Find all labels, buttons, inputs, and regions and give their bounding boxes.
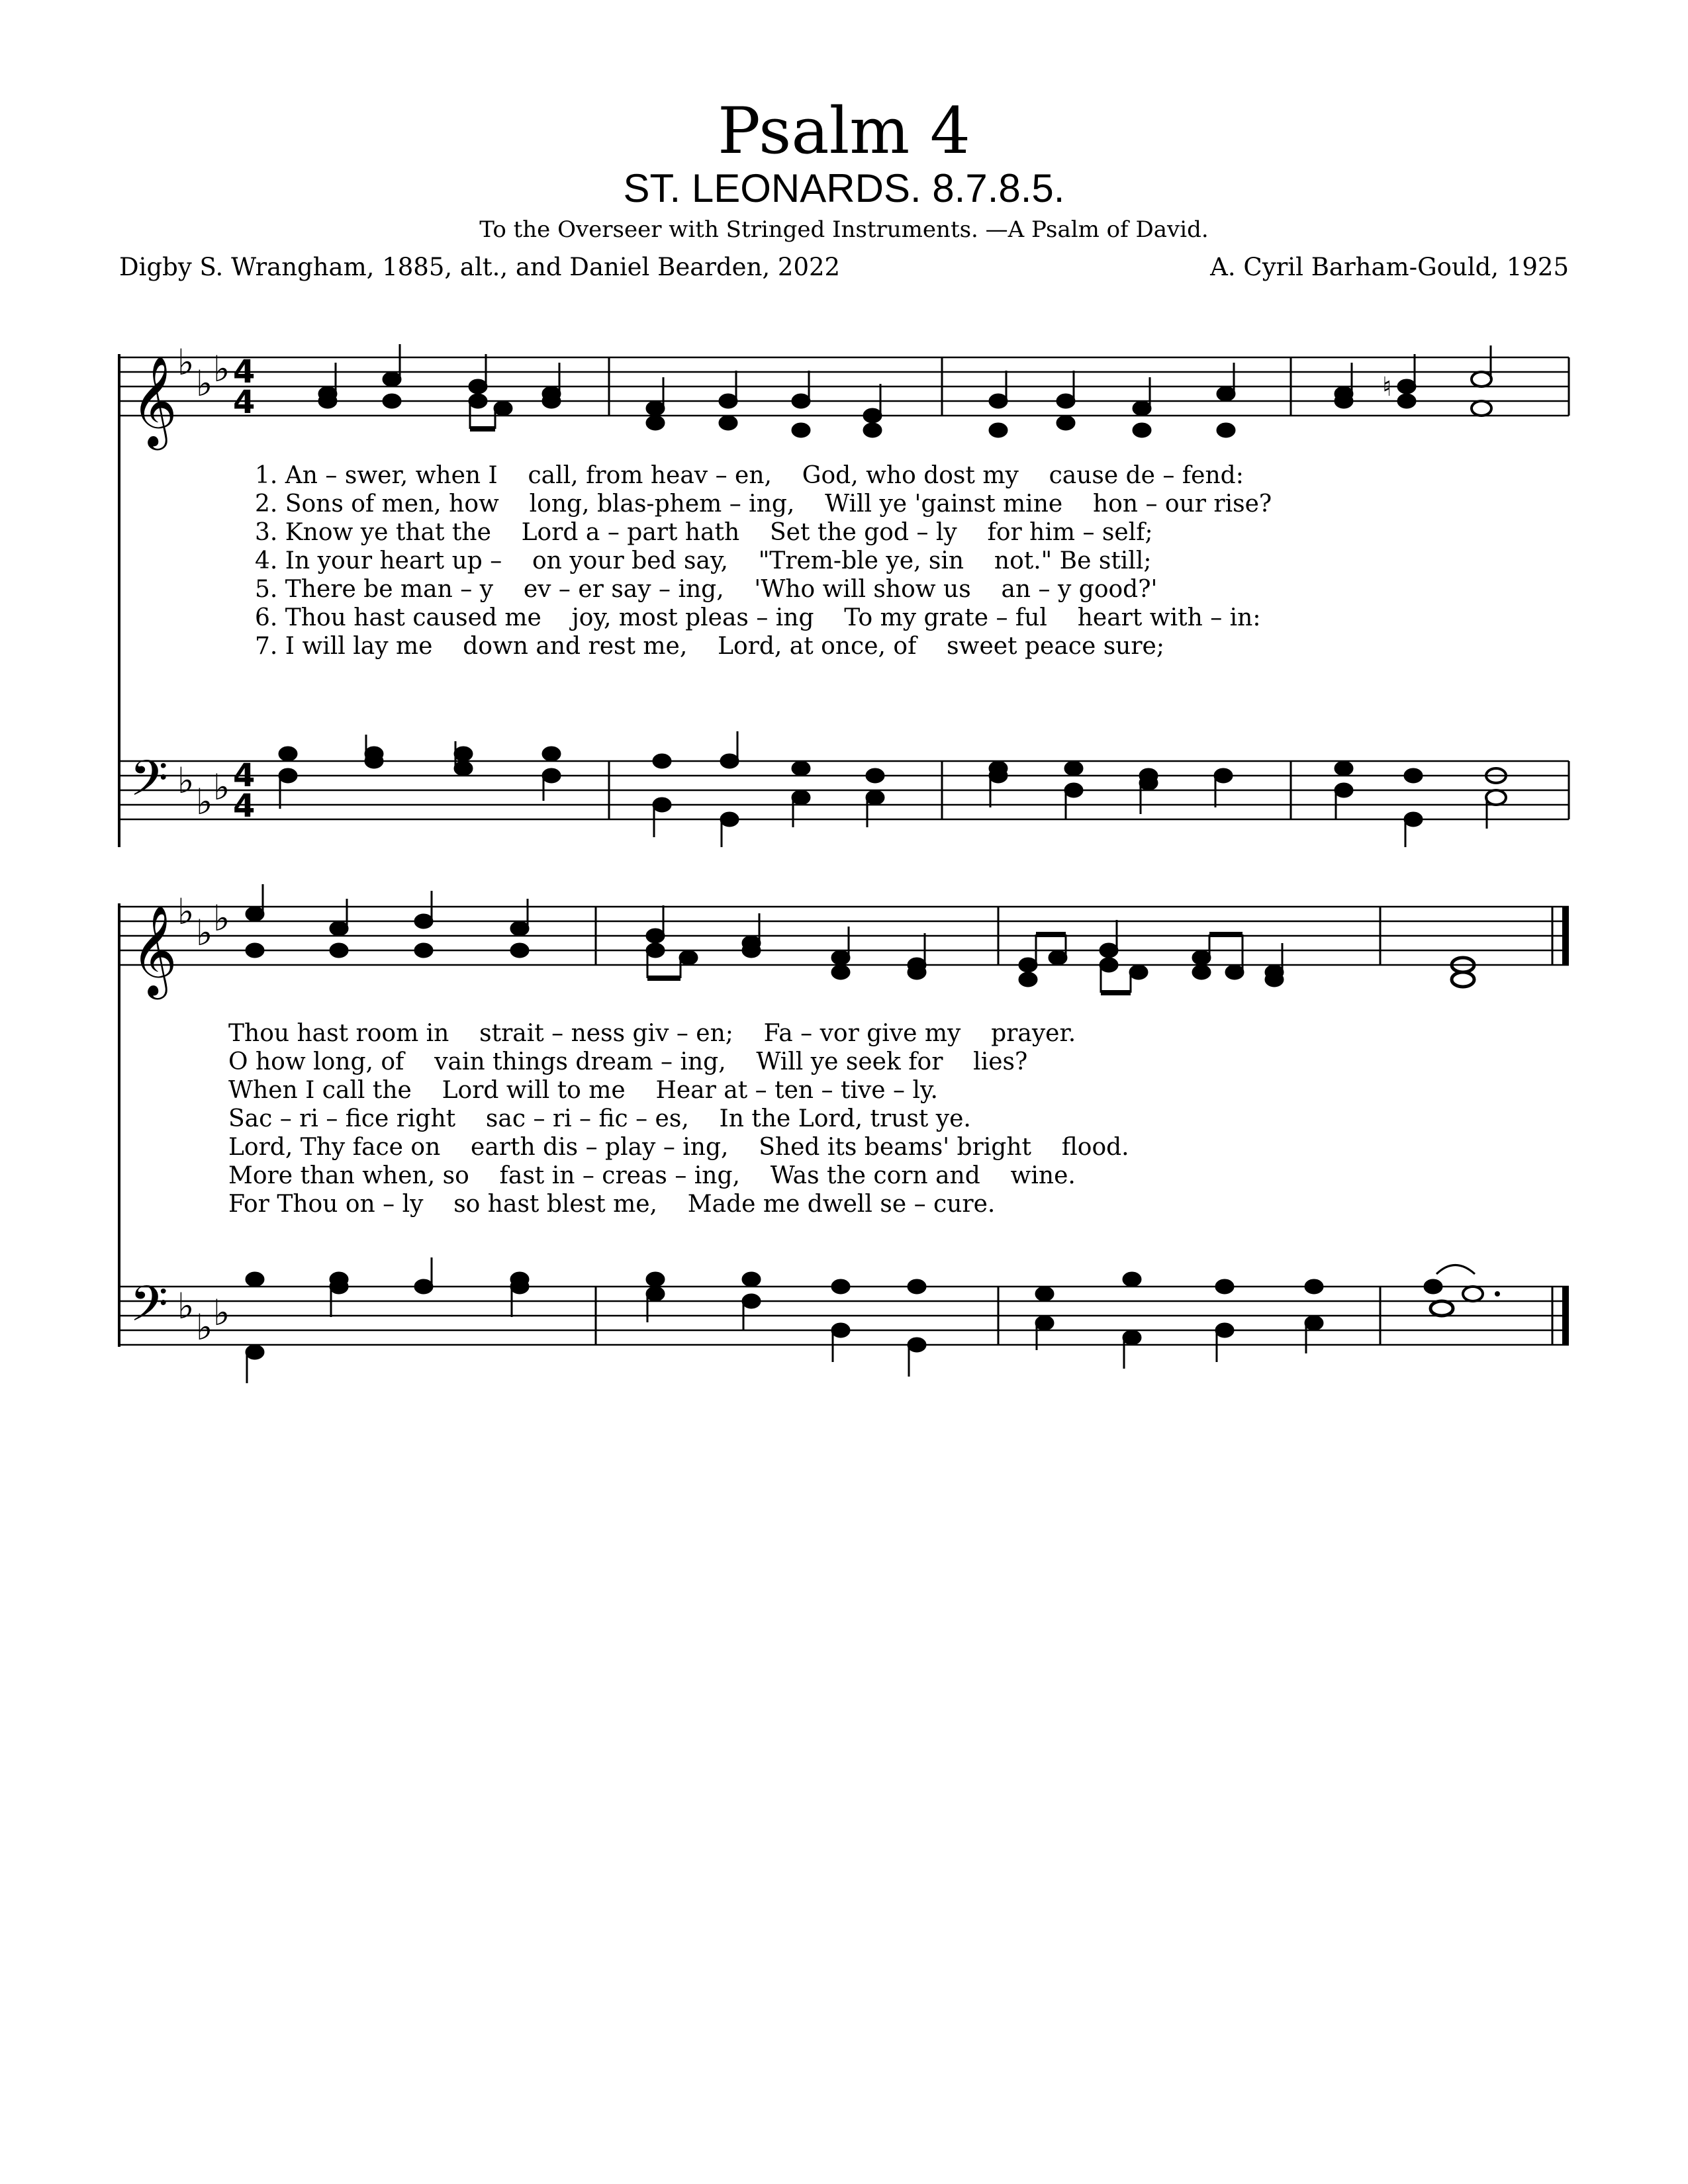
- tune-name: ST. LEONARDS. 8.7.8.5.: [623, 166, 1065, 210]
- verse-1-line-2: Thou hast room in strait – ness giv – en; Fa – vor give my prayer.: [228, 1020, 1076, 1047]
- verse-2-line-2: O how long, of vain things dream – ing, Will ye seek for lies?: [228, 1048, 1028, 1075]
- verse-1-line-1: 1. An – swer, when I call, from heav – en, God, who dost my cause de – fend:: [255, 462, 1244, 489]
- svg-text:♭: ♭: [177, 760, 195, 801]
- lyrics-system-1: [255, 462, 1272, 660]
- lyrics-system-2: [228, 1020, 1129, 1218]
- svg-text:4: 4: [233, 757, 256, 794]
- svg-text:♭: ♭: [196, 781, 213, 823]
- verse-6-line-2: More than when, so fast in – creas – ing, Was the corn and wine.: [228, 1162, 1076, 1189]
- bass-notes-2: [246, 1257, 1500, 1383]
- music-credit: A. Cyril Barham-Gould, 1925: [1210, 253, 1569, 281]
- key-signature-treble-1: [177, 341, 230, 404]
- key-signature-bass-2: [177, 1285, 230, 1348]
- treble-clef-icon: 𝄞: [131, 904, 177, 995]
- key-signature-bass-1: [177, 760, 230, 823]
- verse-6-line-1: 6. Thou hast caused me joy, most pleas – ing To my grate – ful heart with – in:: [255, 604, 1261, 631]
- verse-2-line-1: 2. Sons of men, how long, blas-phem – ing, Will ye 'gainst mine hon – our rise?: [255, 490, 1272, 518]
- bass-clef-icon: 𝄢: [130, 750, 168, 819]
- verse-5-line-2: Lord, Thy face on earth dis – play – ing, Shed its beams' bright flood.: [228, 1134, 1129, 1161]
- svg-text:♭: ♭: [196, 912, 213, 954]
- svg-text:♮: ♮: [1382, 372, 1392, 402]
- verse-7-line-1: 7. I will lay me down and rest me, Lord, at once, of sweet peace sure;: [255, 633, 1164, 660]
- svg-text:♭: ♭: [213, 766, 230, 808]
- verse-7-line-2: For Thou on – ly so hast blest me, Made me dwell se – cure.: [228, 1191, 996, 1218]
- svg-text:4: 4: [233, 788, 256, 825]
- svg-text:♭: ♭: [177, 1285, 195, 1327]
- svg-text:♭: ♭: [177, 341, 195, 383]
- treble-clef-icon: 𝄞: [131, 355, 177, 446]
- verse-3-line-2: When I call the Lord will to me Hear at – ten – tive – ly.: [228, 1077, 938, 1104]
- key-signature-treble-2: [177, 891, 230, 954]
- svg-text:♭: ♭: [213, 1292, 230, 1334]
- svg-text:♭: ♭: [213, 348, 230, 390]
- words-credit: Digby S. Wrangham, 1885, alt., and Daniel Bearden, 2022: [119, 253, 841, 281]
- clefs-1: [130, 341, 255, 825]
- bass-notes-1: [279, 731, 1506, 847]
- treble-notes-2: [246, 884, 1474, 993]
- svg-text:♭: ♭: [196, 1306, 213, 1348]
- svg-text:♭: ♭: [177, 891, 195, 933]
- bass-clef-icon: 𝄢: [130, 1275, 168, 1345]
- svg-text:4: 4: [233, 353, 256, 390]
- clefs-2: [130, 891, 230, 1348]
- superscription: To the Overseer with Stringed Instruments. —A Psalm of David.: [479, 216, 1209, 243]
- verse-3-line-1: 3. Know ye that the Lord a – part hath Set the god – ly for him – self;: [255, 519, 1153, 546]
- verse-4-line-2: Sac – ri – fice right sac – ri – fic – es, In the Lord, trust ye.: [228, 1105, 971, 1132]
- verse-5-line-1: 5. There be man – y ev – er say – ing, 'Who will show us an – y good?': [255, 576, 1158, 603]
- time-signature-1: [233, 353, 255, 825]
- svg-text:♭: ♭: [213, 897, 230, 939]
- hymn-title: Psalm 4: [718, 94, 970, 168]
- verse-4-line-1: 4. In your heart up – on your bed say, "Trem-ble ye, sin not." Be still;: [255, 547, 1152, 574]
- svg-text:4: 4: [233, 384, 256, 421]
- svg-text:♭: ♭: [196, 363, 213, 404]
